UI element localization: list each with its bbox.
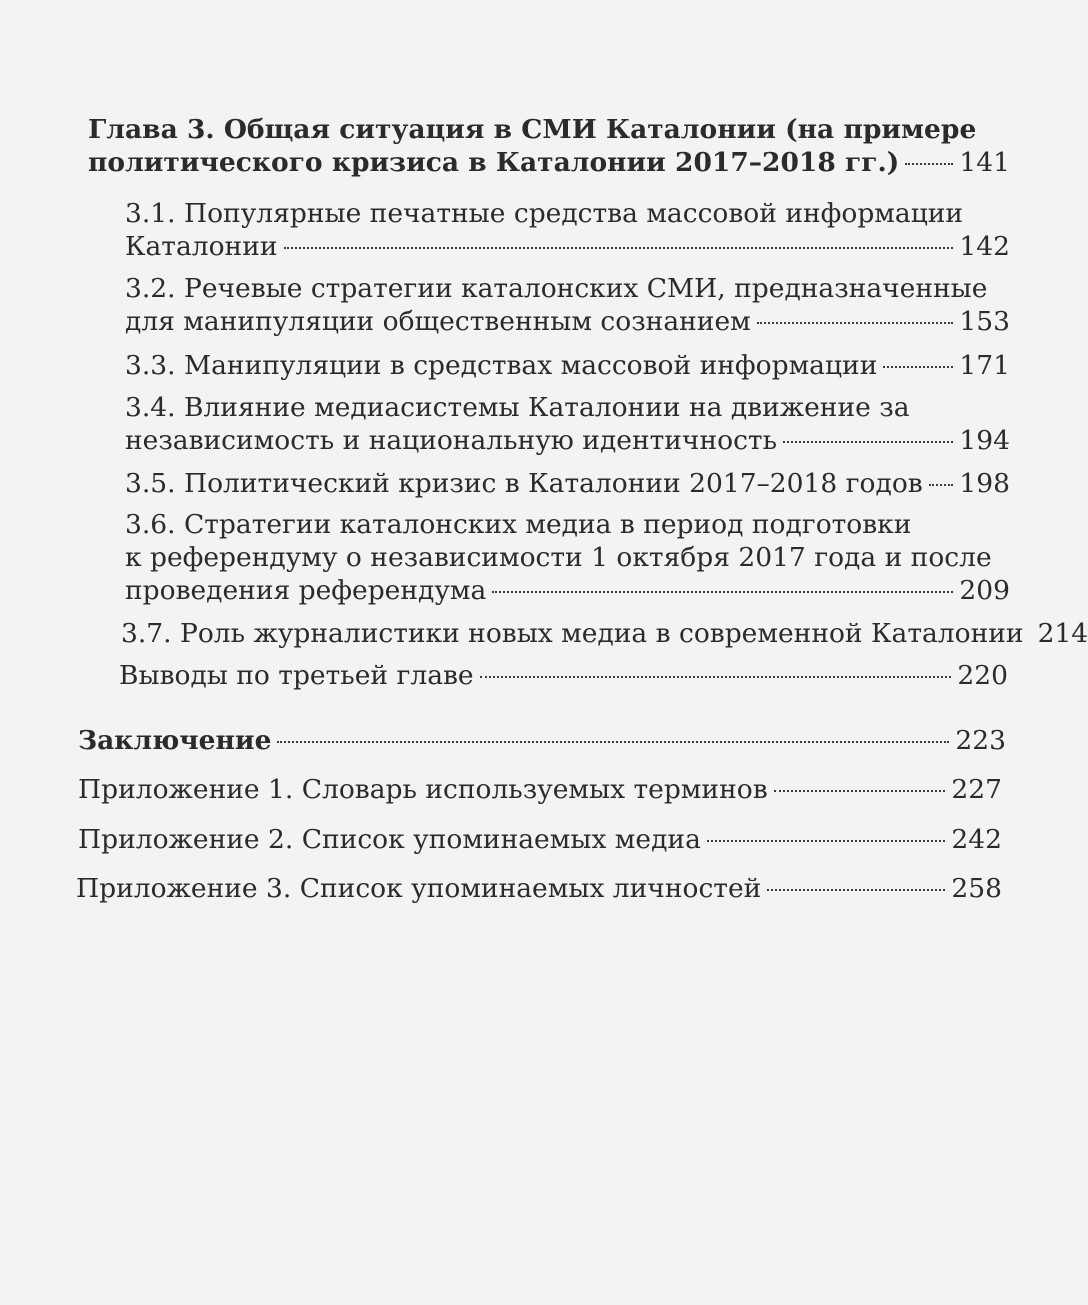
page-number: 142: [959, 231, 1010, 262]
toc-entry-text: Приложение 2. Список упоминаемых медиа: [78, 824, 701, 855]
dot-leader: [707, 840, 946, 842]
toc-entry-text: Приложение 1. Словарь используемых терминов: [78, 774, 768, 805]
toc-entry-3-4: [125, 391, 1010, 457]
toc-entry-text: Приложение 3. Список упоминаемых личностей: [76, 873, 762, 904]
toc-entry-3-6: [125, 508, 1010, 607]
dot-leader: [1026, 634, 1036, 636]
toc-entry-text: Заключение: [78, 725, 272, 756]
page-number: 141: [959, 147, 1010, 178]
dot-leader: [284, 247, 954, 249]
dot-leader: [905, 163, 953, 165]
page-number: 258: [951, 873, 1002, 904]
page-number: 227: [951, 774, 1002, 805]
page-number: 153: [959, 306, 1010, 337]
page-number: 171: [959, 350, 1010, 381]
toc-entry-text: политического кризиса в Каталонии 2017–2018 гг.): [88, 147, 900, 178]
dot-leader: [929, 484, 954, 486]
dot-leader: [277, 741, 949, 743]
dot-leader: [783, 441, 953, 443]
page-number: 198: [959, 468, 1010, 499]
dot-leader: [757, 322, 954, 324]
dot-leader: [883, 366, 953, 368]
toc-entry-text: 3.3. Манипуляции в средствах массовой информации: [125, 350, 878, 381]
toc-entry-3-1: [125, 197, 1010, 263]
toc-entry-3-2: [125, 272, 1010, 338]
toc-entry-text: 3.4. Влияние медиасистемы Каталонии на движение за: [125, 392, 910, 423]
dot-leader: [767, 889, 945, 891]
toc-entry-text: 3.5. Политический кризис в Каталонии 2017–2018 годов: [125, 468, 923, 499]
toc-entry-text: Выводы по третьей главе: [119, 660, 474, 691]
toc-entry-text: для манипуляции общественным сознанием: [125, 306, 751, 337]
page-number: 214: [1037, 618, 1088, 649]
toc-entry-text: 3.6. Стратегии каталонских медиа в период подготовки: [125, 509, 912, 540]
toc-entry-text: Каталонии: [125, 231, 278, 262]
toc-entry-text: к референдуму о независимости 1 октября 2017 года и после: [125, 542, 992, 573]
dot-leader: [774, 790, 946, 792]
page-number: 242: [951, 824, 1002, 855]
page-number: 223: [955, 725, 1006, 756]
toc-entry-text: 3.1. Популярные печатные средства массовой информации: [125, 198, 964, 229]
toc-entry-chapter-3: [88, 113, 1010, 179]
toc-entry-appendix-3: [76, 872, 1002, 905]
toc-entry-conclusions-3: [119, 659, 1008, 692]
toc-entry-3-5: [125, 467, 1010, 500]
dot-leader: [492, 591, 953, 593]
toc-entry-conclusion: [78, 724, 1006, 757]
toc-entry-text: независимость и национальную идентичность: [125, 425, 777, 456]
toc-entry-text: проведения референдума: [125, 575, 487, 606]
toc-entry-appendix-1: [78, 773, 1002, 806]
toc-entry-3-7: [121, 617, 1088, 650]
toc-entry-text: 3.7. Роль журналистики новых медиа в современной Каталонии: [121, 618, 1024, 649]
toc-entry-text: 3.2. Речевые стратегии каталонских СМИ, предназначенные: [125, 273, 988, 304]
toc-entry-3-3: [125, 349, 1010, 382]
page-number: 220: [957, 660, 1008, 691]
dot-leader: [480, 676, 952, 678]
toc-entry-appendix-2: [78, 823, 1002, 856]
page-number: 194: [959, 425, 1010, 456]
toc-entry-text: Глава 3. Общая ситуация в СМИ Каталонии (на примере: [88, 114, 977, 145]
page-number: 209: [959, 575, 1010, 606]
